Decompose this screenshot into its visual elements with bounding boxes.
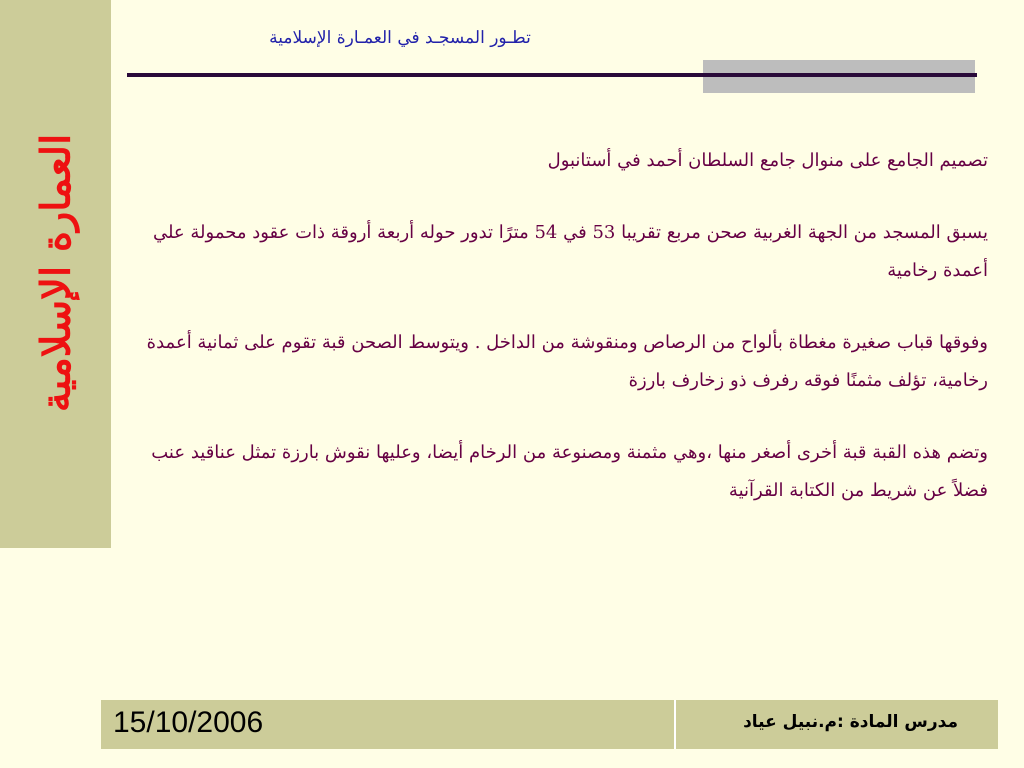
footer-date: 15/10/2006 <box>113 706 264 739</box>
slide-header-title: تطـور المسجـد في العمـارة الإسلامية <box>269 28 531 48</box>
body-paragraph-1: تصميم الجامع على منوال جامع السلطان أحمد في أستانبول <box>547 150 988 171</box>
slide-body <box>118 142 988 544</box>
header-divider-line <box>127 73 977 77</box>
footer-teacher-name: مدرس المادة :م.نبيل عياد <box>743 712 958 732</box>
slide-footer <box>101 700 998 749</box>
body-paragraph-3: وفوقها قباب صغيرة مغطاة بألواح من الرصاص ومنقوشة من الداخل . ويتوسط الصحن قبة تقوم على ثمانية أعمدة رخامية، تؤلف مثمنًا فوقه رفرف ذو زخارف بارزة <box>146 332 988 391</box>
body-paragraph-2: يسبق المسجد من الجهة الغربية صحن مربع تقريبا 53 في 54 مترًا تدور حوله أربعة أروقة ذات عقود محمولة علي أعمدة رخامية <box>152 222 988 281</box>
body-paragraph-4: وتضم هذه القبة قبة أخرى أصغر منها ،وهي مثمنة ومصنوعة من الرخام أيضا، وعليها نقوش بارزة تمثل عناقيد عنب فضلاً عن شريط من الكتابة القرآنية <box>151 442 988 501</box>
left-side-band <box>0 0 111 548</box>
footer-divider <box>674 700 676 749</box>
vertical-section-title: العمارة الإسلامية <box>32 133 80 413</box>
